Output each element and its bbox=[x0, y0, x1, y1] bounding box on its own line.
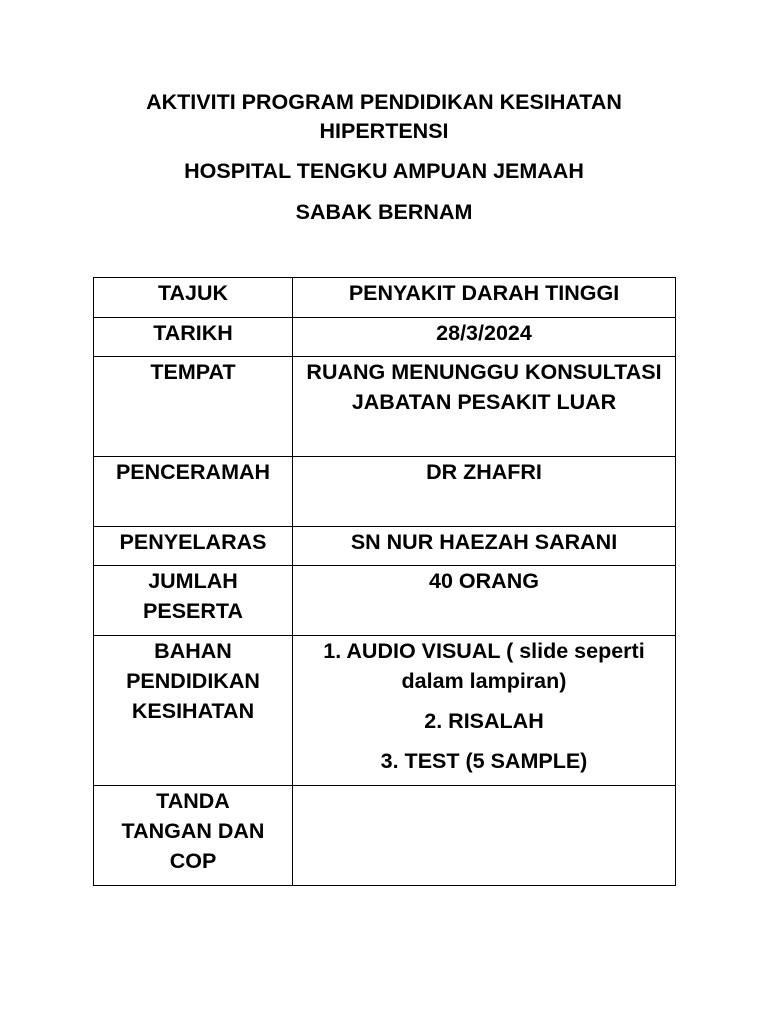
row-value bbox=[293, 566, 676, 636]
row-label bbox=[94, 527, 293, 566]
row-value bbox=[293, 357, 676, 457]
value-text: DR ZHAFRI bbox=[426, 460, 542, 484]
label-text: TARIKH bbox=[153, 321, 233, 345]
program-details-table bbox=[93, 277, 676, 886]
label-text: TAJUK bbox=[157, 281, 229, 305]
label-text: BAHAN PENDIDIKAN KESIHATAN bbox=[126, 639, 260, 723]
row-label bbox=[94, 636, 293, 786]
table-row-bahan-pendidikan bbox=[94, 636, 676, 786]
row-label bbox=[94, 318, 293, 357]
signature-area bbox=[293, 786, 676, 886]
label-text: PENCERAMAH bbox=[115, 460, 271, 484]
row-value bbox=[293, 457, 676, 527]
hospital-location: SABAK BERNAM bbox=[295, 200, 473, 224]
material-item: 3. TEST (5 SAMPLE) bbox=[380, 749, 588, 773]
row-label bbox=[94, 357, 293, 457]
table-row-tempat bbox=[94, 357, 676, 457]
hospital-name: HOSPITAL TENGKU AMPUAN JEMAAH bbox=[184, 159, 584, 183]
label-text: PENYELARAS bbox=[119, 530, 267, 554]
value-text: 28/3/2024 bbox=[436, 321, 532, 345]
row-label bbox=[94, 786, 293, 886]
row-label bbox=[94, 566, 293, 636]
table-row-penceramah bbox=[94, 457, 676, 527]
row-value bbox=[293, 278, 676, 318]
row-value bbox=[293, 318, 676, 357]
row-label bbox=[94, 278, 293, 318]
value-text: PENYAKIT DARAH TINGGI bbox=[348, 281, 620, 305]
table-row-tanda-tangan bbox=[94, 786, 676, 886]
value-text: RUANG MENUNGGU KONSULTASI JABATAN PESAKIT LUAR bbox=[306, 360, 662, 414]
label-text: JUMLAH PESERTA bbox=[143, 569, 243, 623]
label-text: TEMPAT bbox=[150, 360, 236, 384]
label-text: TANDA TANGAN DAN COP bbox=[121, 789, 265, 873]
row-value bbox=[293, 527, 676, 566]
material-item: 2. RISALAH bbox=[424, 709, 544, 733]
row-value bbox=[293, 636, 676, 786]
table-row-tarikh bbox=[94, 318, 676, 357]
row-label bbox=[94, 457, 293, 527]
value-text: SN NUR HAEZAH SARANI bbox=[350, 530, 618, 554]
table-row-penyelaras bbox=[94, 527, 676, 566]
table-row-jumlah-peserta bbox=[94, 566, 676, 636]
document-title: AKTIVITI PROGRAM PENDIDIKAN KESIHATAN HIPERTENSI bbox=[146, 90, 622, 143]
value-text: 40 ORANG bbox=[429, 569, 539, 593]
table-row-tajuk bbox=[94, 278, 676, 318]
material-item: 1. AUDIO VISUAL ( slide seperti dalam lampiran) bbox=[323, 639, 645, 693]
